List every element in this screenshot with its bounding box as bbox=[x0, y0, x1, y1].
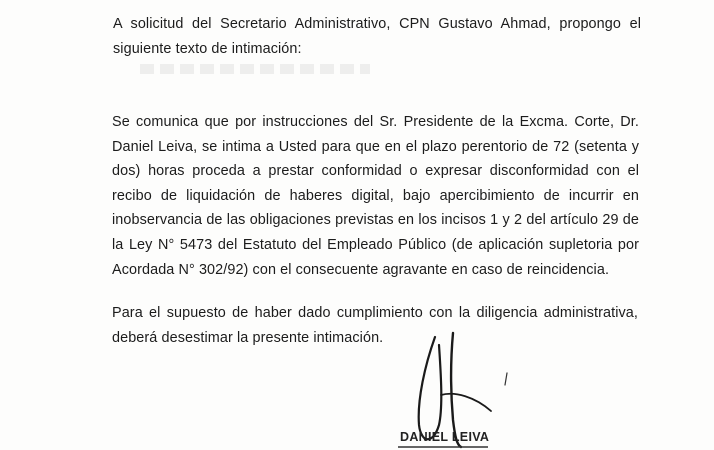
intro-line: siguiente texto de intimación: bbox=[113, 40, 302, 57]
faded-show-through-text bbox=[140, 64, 370, 74]
closing-line: Para el supuesto de haber dado cumplimiento con la diligencia administrativa, bbox=[112, 305, 638, 321]
closing-paragraph bbox=[112, 301, 638, 350]
body-line: Acordada N° 302/92) con el consecuente agravante en caso de reincidencia. bbox=[112, 261, 610, 278]
signature-underline bbox=[398, 446, 488, 450]
body-line: recibo de liquidación de haberes digital, bajo apercibimiento de incurrir en bbox=[112, 187, 639, 204]
body-paragraph bbox=[112, 110, 639, 282]
body-line: inobservancia de las obligaciones previstas en los incisos 1 y 2 del artículo 29 de bbox=[112, 212, 639, 229]
body-line: Daniel Leiva, se intima a Usted para que en el plazo perentorio de 72 (setenta y bbox=[112, 138, 639, 155]
closing-line: deberá desestimar la presente intimación. bbox=[112, 329, 384, 346]
body-line: Se comunica que por instrucciones del Sr. Presidente de la Excma. Corte, Dr. bbox=[112, 114, 639, 130]
body-line: dos) horas proceda a prestar conformidad o expresar disconformidad con el bbox=[112, 163, 639, 180]
intro-line: A solicitud del Secretario Administrativo, CPN Gustavo Ahmad, propongo el bbox=[113, 16, 641, 32]
body-line: la Ley N° 5473 del Estatuto del Empleado Público (de aplicación supletoria por bbox=[112, 236, 639, 253]
intro-paragraph bbox=[113, 12, 641, 61]
signature-name: DANIEL LEIVA bbox=[400, 430, 490, 444]
